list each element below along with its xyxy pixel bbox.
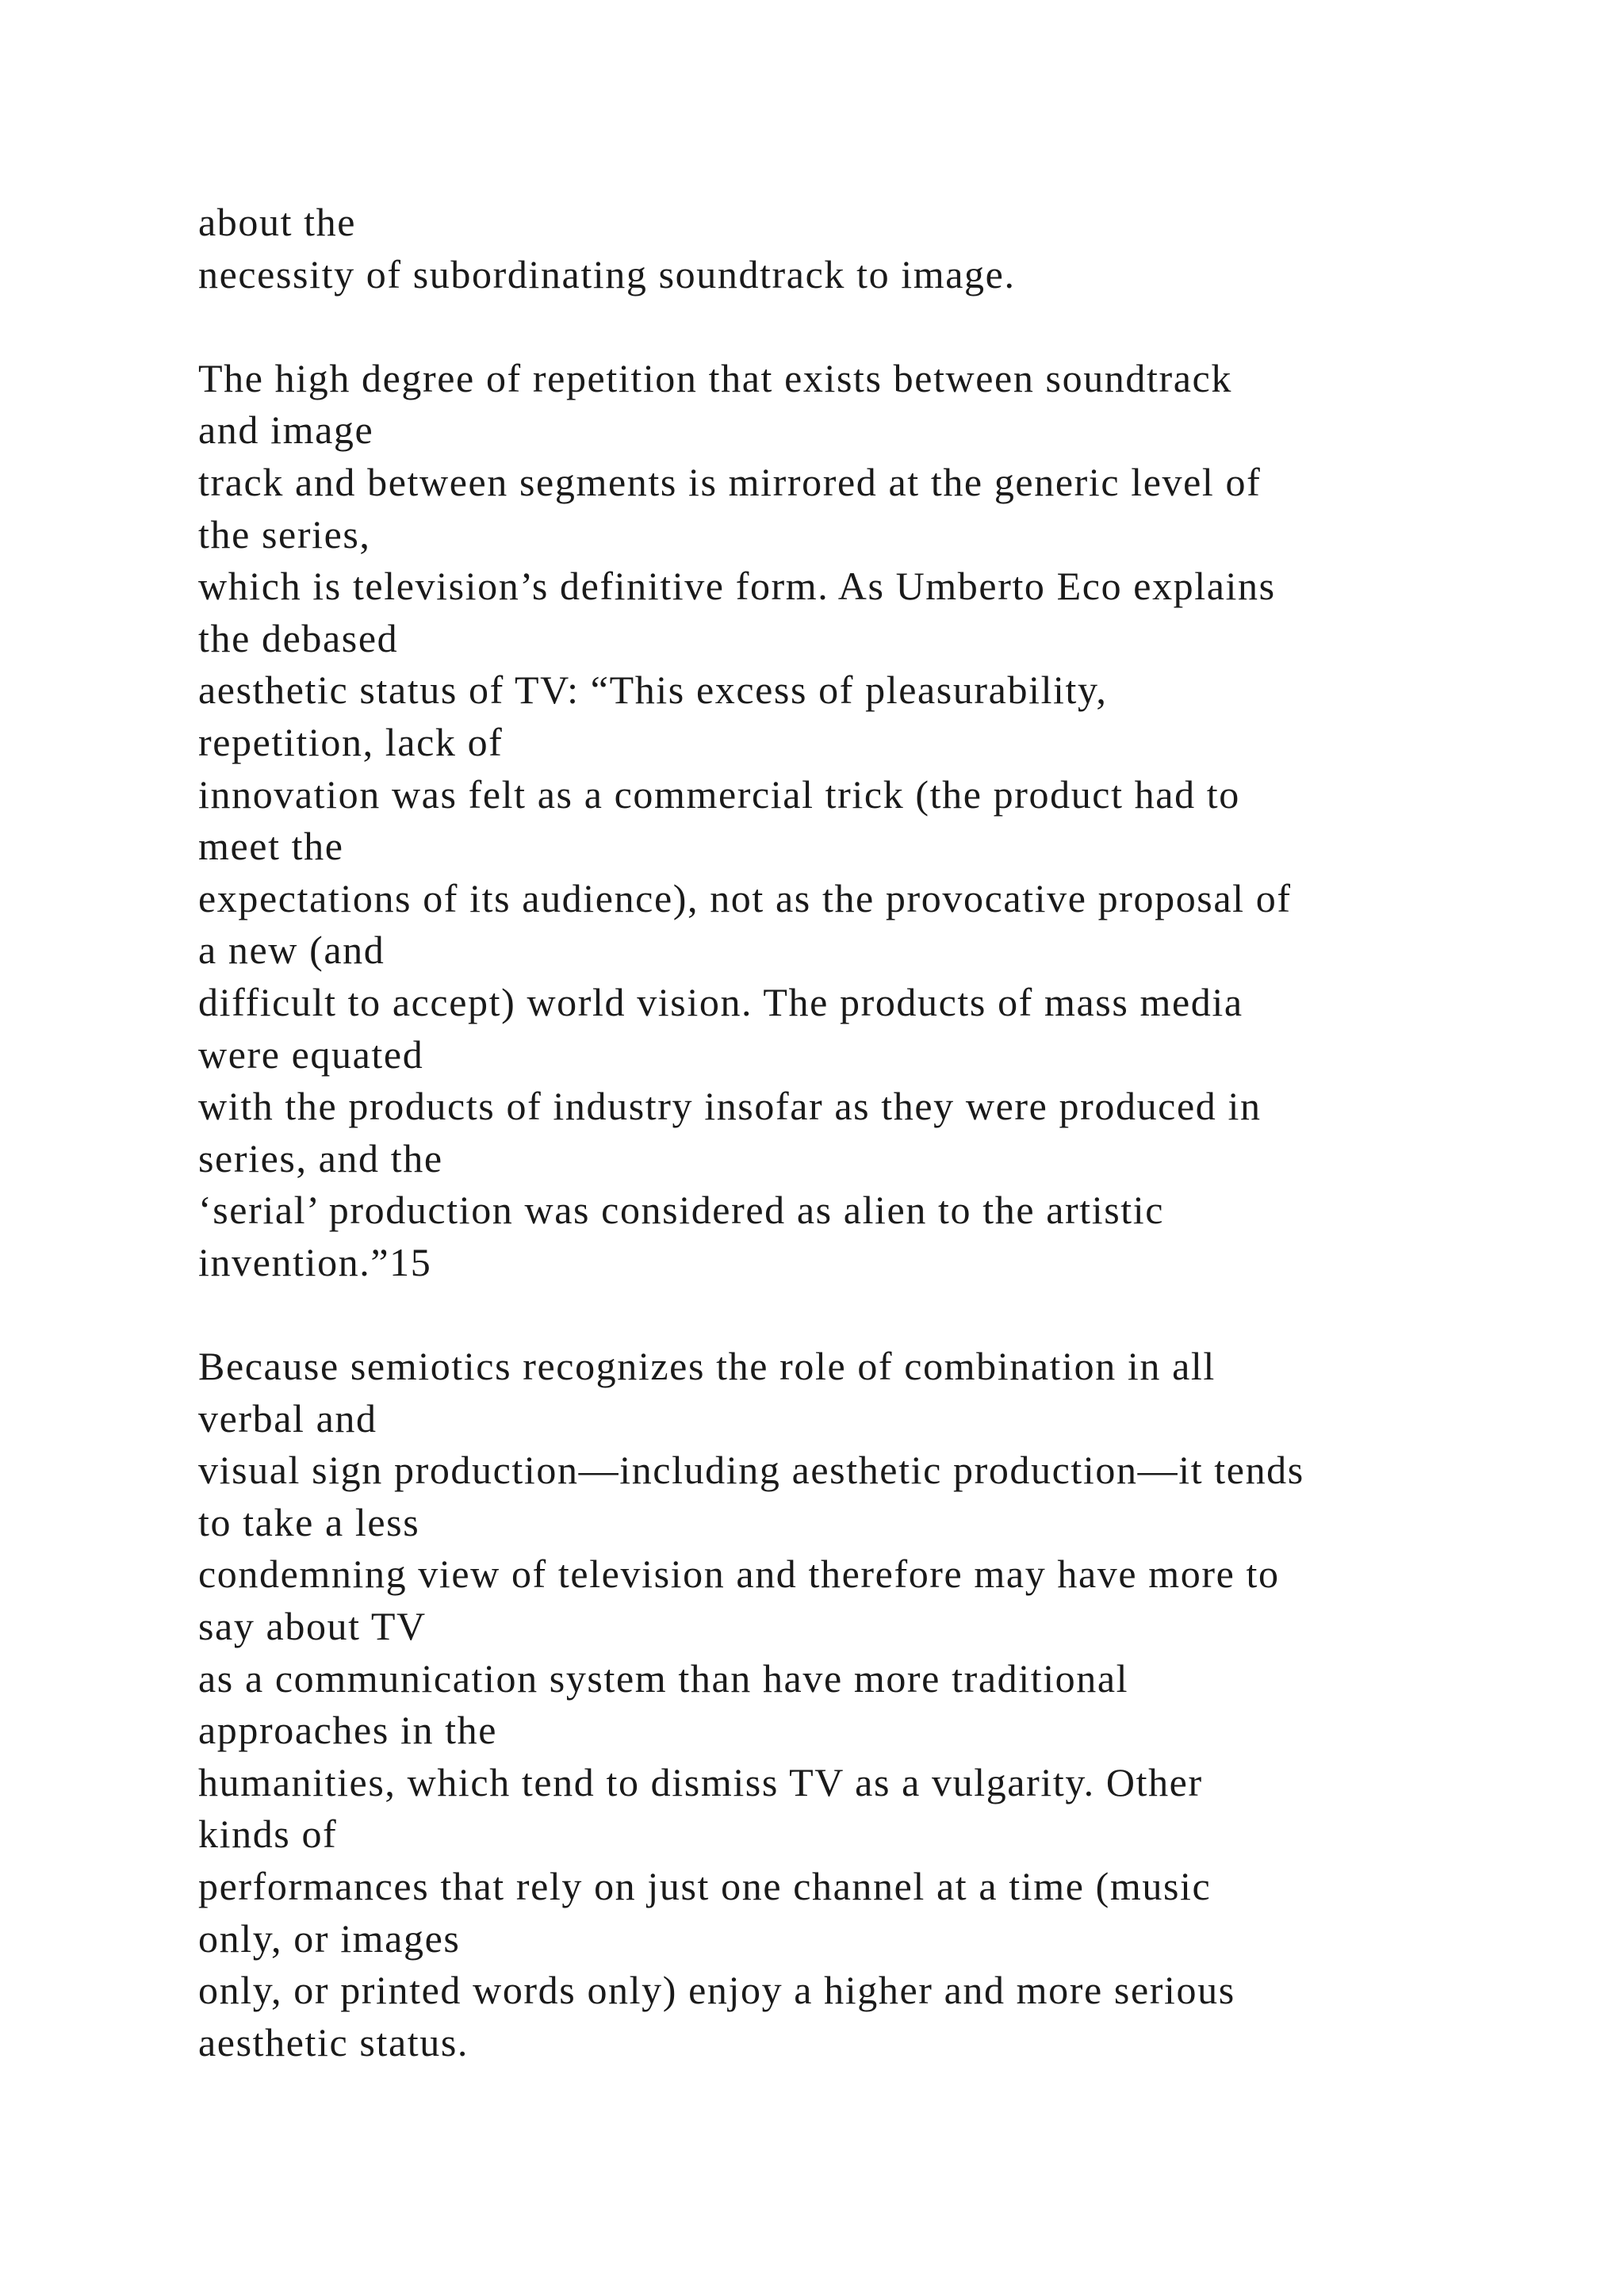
text-line: ‘serial’ production was considered as alien to the artistic xyxy=(198,1188,1165,1233)
text-line: verbal and xyxy=(198,1395,377,1441)
text-line: humanities, which tend to dismiss TV as a vulgarity. Other xyxy=(198,1759,1203,1804)
text-line: to take a less xyxy=(198,1499,420,1544)
text-line: kinds of xyxy=(198,1812,338,1857)
text-line: The high degree of repetition that exists between soundtrack xyxy=(198,355,1232,400)
paragraph-spacer xyxy=(198,300,1530,353)
text-line: only, or printed words only) enjoy a higher and more serious xyxy=(198,1968,1235,2013)
text-line: expectations of its audience), not as the provocative proposal of xyxy=(198,875,1292,920)
text-line: and image xyxy=(198,408,374,453)
text-line: condemning view of television and therefore may have more to xyxy=(198,1552,1280,1597)
text-line: aesthetic status. xyxy=(198,2019,469,2064)
text-line: track and between segments is mirrored at the generic level of xyxy=(198,459,1262,504)
paragraph-1 xyxy=(198,197,1530,300)
text-line: series, and the xyxy=(198,1135,443,1181)
text-line: the series, xyxy=(198,511,371,557)
text-line: invention.”15 xyxy=(198,1239,432,1284)
paragraph-spacer xyxy=(198,1288,1530,1341)
text-line: meet the xyxy=(198,824,344,869)
text-line: repetition, lack of xyxy=(198,719,504,764)
text-line: necessity of subordinating soundtrack to image. xyxy=(198,251,1016,297)
text-line: performances that rely on just one channel at a time (music xyxy=(198,1864,1212,1908)
text-line: difficult to accept) world vision. The products of mass media xyxy=(198,979,1243,1024)
paragraph-3 xyxy=(198,1341,1530,2068)
text-line: only, or images xyxy=(198,1915,461,1961)
text-line: with the products of industry insofar as they were produced in xyxy=(198,1084,1262,1129)
text-line: about the xyxy=(198,200,357,244)
text-line: the debased xyxy=(198,615,399,660)
text-line: approaches in the xyxy=(198,1708,498,1753)
text-line: say about TV xyxy=(198,1604,427,1649)
text-line: Because semiotics recognizes the role of combination in all xyxy=(198,1344,1216,1389)
text-line: a new (and xyxy=(198,928,385,973)
text-line: as a communication system than have more traditional xyxy=(198,1655,1129,1701)
paragraph-2 xyxy=(198,353,1530,1289)
text-line: which is television’s definitive form. As Umberto Eco explains xyxy=(198,564,1276,609)
text-line: innovation was felt as a commercial trick (the product had to xyxy=(198,771,1240,817)
text-line: visual sign production—including aesthetic production—it tends xyxy=(198,1448,1304,1493)
text-line: were equated xyxy=(198,1031,424,1077)
text-line: aesthetic status of TV: “This excess of pleasurability, xyxy=(198,668,1108,713)
body-text xyxy=(198,197,1530,2068)
